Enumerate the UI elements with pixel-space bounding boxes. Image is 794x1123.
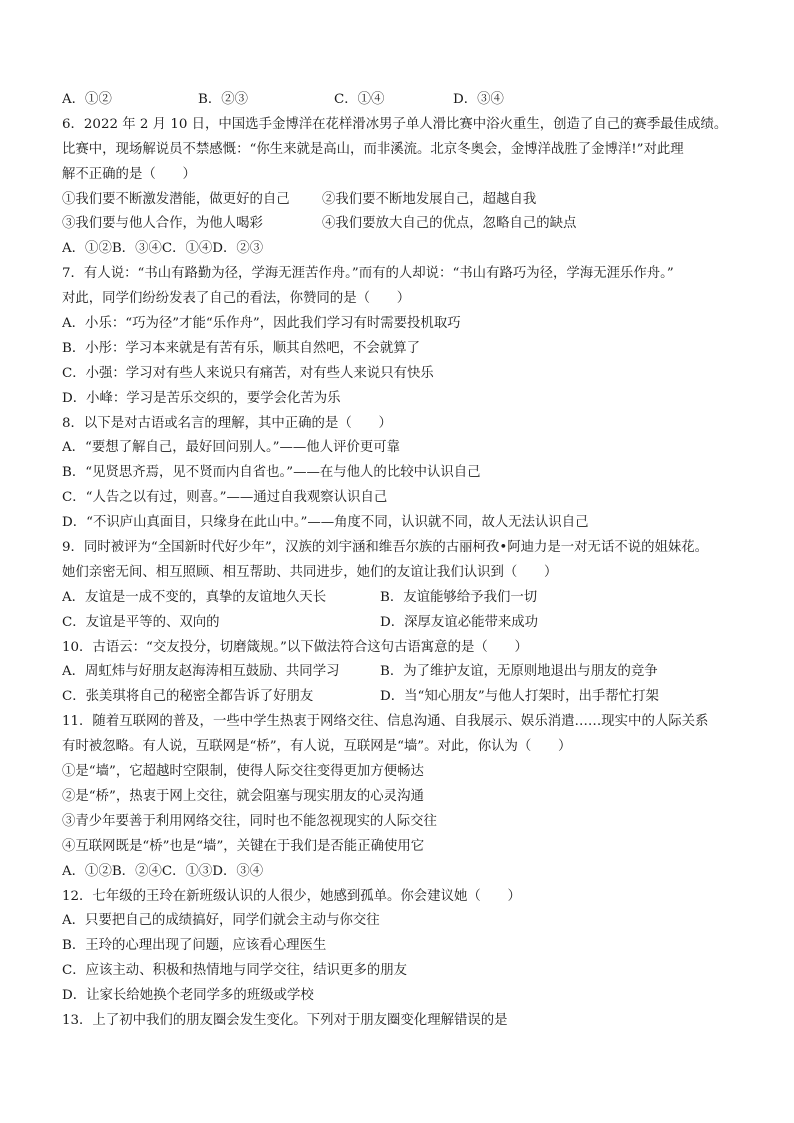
q5-option-b: B．②③: [198, 92, 249, 107]
q6-statements-row-1: [62, 188, 752, 213]
q9-option-c: C．友谊是平等的、双向的: [62, 614, 220, 630]
q12-option-c: C．应该主动、积极和热情地与同学交往，结识更多的朋友: [62, 963, 408, 979]
q10-stem-line-1: 10．古语云：“交友投分，切磨箴规。”以下做法符合这句古语寓意的是（ ）: [62, 639, 528, 655]
q10-options-row-2: [62, 685, 752, 710]
q8-stem-line-1: 8．以下是对古语或名言的理解，其中正确的是（ ）: [62, 415, 392, 431]
q10-option-d: D．当“知心朋友”与他人打架时，出手帮忙打架: [380, 689, 659, 705]
q6-option-c: C．①④: [161, 241, 213, 257]
q7-option-b: B．小彤：学习本来就是有苦有乐，顺其自然吧，不会就算了: [62, 340, 420, 356]
q10-option-c: C．张美琪将自己的秘密全都告诉了好朋友: [62, 689, 314, 705]
q8-option-a: A．“要想了解自己，最好回问别人。”——他人评价更可靠: [62, 440, 401, 456]
q11-options: [62, 860, 752, 885]
q6-stem-line-2: 比赛中，现场解说员不禁感慨：“你生来就是高山，而非溪流。北京冬奥会，金博洋战胜了金博洋!”对此理: [62, 141, 684, 157]
q6-options: [62, 237, 752, 262]
q6-stem-line-1: 6．2022 年 2 月 10 日，中国选手金博洋在花样滑冰男子单人滑比赛中浴火重生，创造了自己的赛季最佳成绩。: [62, 116, 728, 132]
q11-stem-line-1: 11．随着互联网的普及，一些中学生热衷于网络交往、信息沟通、自我展示、娱乐消遣……现实中的人际关系: [62, 714, 709, 730]
q13-stem-line-1: 13．上了初中我们的朋友圈会发生变化。下列对于朋友圈变化理解错误的是: [62, 1012, 508, 1028]
q11-statement-3: ③青少年要善于利用网络交往，同时也不能忽视现实的人际交往: [62, 813, 437, 829]
q11-stem-line-2: 有时被忽略。有人说，互联网是“桥”，有人说，互联网是“墙”。对此，你认为（ ）: [62, 739, 572, 755]
q11-option-c: C．①③: [161, 863, 213, 879]
q8-option-c: C．“人告之以有过，则喜。”——通过自我观察认识自己: [62, 490, 388, 506]
q8-option-d: D．“不识庐山真面目，只缘身在此山中。”——角度不同，认识就不同，故人无法认识自己: [62, 515, 589, 531]
q12-stem-line-1: 12．七年级的王玲在新班级认识的人很少，她感到孤单。你会建议她（ ）: [62, 888, 521, 904]
q11-option-d: D．③④: [212, 863, 264, 879]
q7-option-c: C．小强：学习对有些人来说只有痛苦，对有些人来说只有快乐: [62, 365, 434, 381]
q6-statements-row-2: [62, 212, 752, 237]
q6-statement-3: ③我们要与他人合作，为他人喝彩: [62, 216, 263, 232]
q10-options-row-1: [62, 660, 752, 685]
q11-option-b: B．②④: [111, 863, 162, 879]
q6-option-d: D．②③: [212, 241, 264, 257]
q7-stem-line-2: 对此，同学们纷纷发表了自己的看法，你赞同的是（ ）: [62, 291, 411, 307]
q7-option-a: A．小乐：“巧为径”才能“乐作舟”，因此我们学习有时需要投机取巧: [62, 316, 461, 332]
q11-option-a: A．①②: [62, 863, 112, 879]
q11-statement-1: ①是“墙”，它超越时空限制，使得人际交往变得更加方便畅达: [62, 764, 424, 780]
q12-option-a: A．只要把自己的成绩搞好，同学们就会主动与你交往: [62, 913, 380, 929]
q6-statement-1: ①我们要不断激发潜能，做更好的自己: [62, 191, 290, 207]
q9-options-row-1: [62, 586, 752, 611]
q6-stem-line-3: 解不正确的是（ ）: [62, 166, 196, 182]
q8-option-b: B．“见贤思齐焉，见不贤而内自省也。”——在与他人的比较中认识自己: [62, 465, 481, 481]
q6-option-a: A．①②: [62, 241, 112, 257]
q5-options: [62, 88, 752, 113]
q5-option-c: C．①④: [334, 92, 385, 107]
q6-statement-2: ②我们要不断地发展自己，超越自我: [322, 191, 537, 207]
q5-option-a: A．①②: [62, 92, 112, 107]
q10-option-a: A．周虹炜与好朋友赵海涛相互鼓励、共同学习: [62, 664, 340, 680]
q9-option-a: A．友谊是一成不变的，真挚的友谊地久天长: [62, 589, 327, 605]
q9-stem-line-2: 她们亲密无间、相互照顾、相互帮助、共同进步，她们的友谊让我们认识到（ ）: [62, 564, 558, 580]
q6-statement-4: ④我们要放大自己的优点，忽略自己的缺点: [322, 216, 577, 232]
q11-statement-2: ②是“桥”，热衷于网上交往，就会阻塞与现实朋友的心灵沟通: [62, 788, 424, 804]
exam-page: [62, 88, 752, 1034]
q9-option-d: D．深厚友谊必能带来成功: [380, 614, 539, 630]
q7-stem-line-1: 7．有人说：“书山有路勤为径，学海无涯苦作舟。”而有的人却说：“书山有路巧为径，学海无涯乐作舟。”: [62, 266, 674, 282]
q11-statement-4: ④互联网既是“桥”也是“墙”，关键在于我们是否能正确使用它: [62, 838, 425, 854]
q9-options-row-2: [62, 611, 752, 636]
q12-option-b: B．王玲的心理出现了问题，应该看心理医生: [62, 938, 327, 954]
q7-option-d: D．小峰：学习是苦乐交织的，要学会化苦为乐: [62, 390, 341, 406]
q9-option-b: B．友谊能够给予我们一切: [380, 589, 538, 605]
q5-option-d: D．③④: [453, 92, 504, 107]
q9-stem-line-1: 9．同时被评为“全国新时代好少年”，汉族的刘宇涵和维吾尔族的古丽柯孜•阿迪力是一对无话不说的姐妹花。: [62, 540, 709, 556]
q6-option-b: B．③④: [111, 241, 162, 257]
q10-option-b: B．为了维护友谊，无原则地退出与朋友的竞争: [380, 664, 658, 680]
q12-option-d: D．让家长给她换个老同学多的班级或学校: [62, 988, 314, 1004]
